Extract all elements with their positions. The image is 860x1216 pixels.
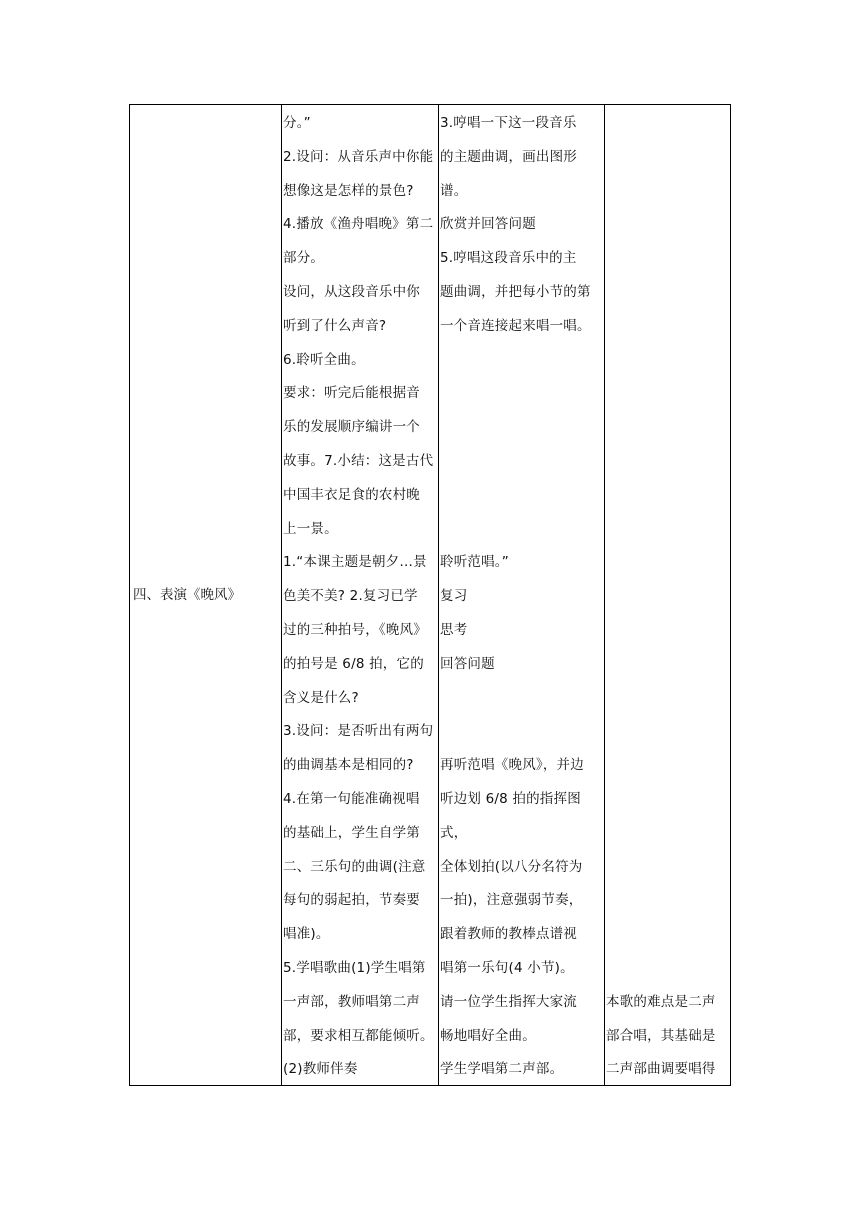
column-divider xyxy=(438,105,439,1085)
student-text-line: 谱。 xyxy=(440,182,468,199)
student-text-line: 思考 xyxy=(440,622,468,638)
teacher-text-line: 的基础上，学生自学第 xyxy=(283,824,420,841)
teacher-text-line: 4.在第一句能准确视唱 xyxy=(283,791,420,807)
teacher-text-line: 故事。7.小结：这是古代 xyxy=(283,453,434,469)
student-text-line: 畅地唱好全曲。 xyxy=(440,1027,536,1044)
student-text-line: 复习 xyxy=(440,588,468,605)
column-divider xyxy=(281,105,282,1085)
teacher-text-line: 部，要求相互都能倾听。 xyxy=(283,1027,434,1044)
teacher-text-line: 含义是什么? xyxy=(283,689,359,706)
teacher-text-line: 中国丰衣足食的农村晚 xyxy=(283,486,420,503)
teacher-text-line: 每句的弱起拍，节奏要 xyxy=(283,892,420,909)
student-text-line: 学生学唱第二声部。 xyxy=(440,1061,564,1078)
student-text-line: 5.哼唱这段音乐中的主 xyxy=(440,250,577,267)
teacher-text-line: 上一景。 xyxy=(283,520,338,537)
teacher-text-line: 的拍号是 6/8 拍，它的 xyxy=(283,655,424,672)
student-text-line: 唱第一乐句(4 小节)。 xyxy=(440,960,574,976)
student-text-line: 聆听范唱。” xyxy=(440,554,509,571)
student-text-line: 回答问题 xyxy=(440,655,495,672)
student-text-line: 3.哼唱一下这一段音乐 xyxy=(440,115,577,131)
student-text-line: 欣赏并回答问题 xyxy=(440,216,536,233)
teacher-text-line: 4.播放《渔舟唱晚》第二 xyxy=(283,216,434,233)
teacher-text-line: 想像这是怎样的景色? xyxy=(283,182,414,199)
student-text-line: 跟着教师的教棒点谱视 xyxy=(440,926,577,943)
teacher-text-line: 2.设问：从音乐声中你能 xyxy=(283,148,434,165)
note-text-line: 二声部曲调要唱得 xyxy=(606,1061,716,1078)
student-text-line: 请一位学生指挥大家流 xyxy=(440,993,577,1010)
teacher-text-line: 的曲调基本是相同的? xyxy=(283,757,414,774)
student-text-line: 一个音连接起来唱一唱。 xyxy=(440,317,591,334)
teacher-text-line: 1.“本课主题是朝夕…景 xyxy=(283,554,427,571)
student-text-line: 式， xyxy=(440,824,468,841)
teacher-text-line: 二、三乐句的曲调(注意 xyxy=(283,858,426,875)
teacher-text-line: 乐的发展顺序编讲一个 xyxy=(283,419,420,436)
teacher-text-line: 要求：听完后能根据音 xyxy=(283,385,420,402)
teacher-text-line: 5.学唱歌曲(1)学生唱第 xyxy=(283,960,426,976)
teacher-text-line: 一声部，教师唱第二声 xyxy=(283,993,420,1010)
teacher-text-line: 唱准)。 xyxy=(283,926,330,943)
student-text-line: 一拍)，注意强弱节奏， xyxy=(440,892,583,909)
teacher-text-line: 过的三种拍号，《晚风》 xyxy=(283,622,427,638)
teacher-text-line: 分。” xyxy=(283,115,311,131)
teacher-text-line: 6.聆听全曲。 xyxy=(283,351,365,368)
teacher-text-line: 设问，从这段音乐中你 xyxy=(283,284,420,300)
student-text-line: 全体划拍(以八分名符为 xyxy=(440,858,583,875)
student-text-line: 听边划 6/8 拍的指挥图 xyxy=(440,791,581,807)
teacher-text-line: (2)教师伴奏 xyxy=(283,1061,358,1078)
teacher-text-line: 3.设问：是否听出有两句 xyxy=(283,723,434,740)
teacher-text-line: 部分。 xyxy=(283,250,325,267)
student-text-line: 再听范唱《晚风》，并边 xyxy=(440,757,584,774)
section-title: 四、表演《晚风》 xyxy=(133,587,241,603)
note-text-line: 部合唱，其基础是 xyxy=(606,1027,716,1044)
lesson-plan-table xyxy=(129,104,731,1086)
column-divider xyxy=(604,105,605,1085)
teacher-text-line: 色美不美? 2.复习已学 xyxy=(283,588,418,605)
student-text-line: 的主题曲调，画出图形 xyxy=(440,148,577,165)
note-text-line: 本歌的难点是二声 xyxy=(606,993,716,1010)
student-text-line: 题曲调，并把每小节的第 xyxy=(440,284,591,300)
teacher-text-line: 听到了什么声音? xyxy=(283,317,387,334)
